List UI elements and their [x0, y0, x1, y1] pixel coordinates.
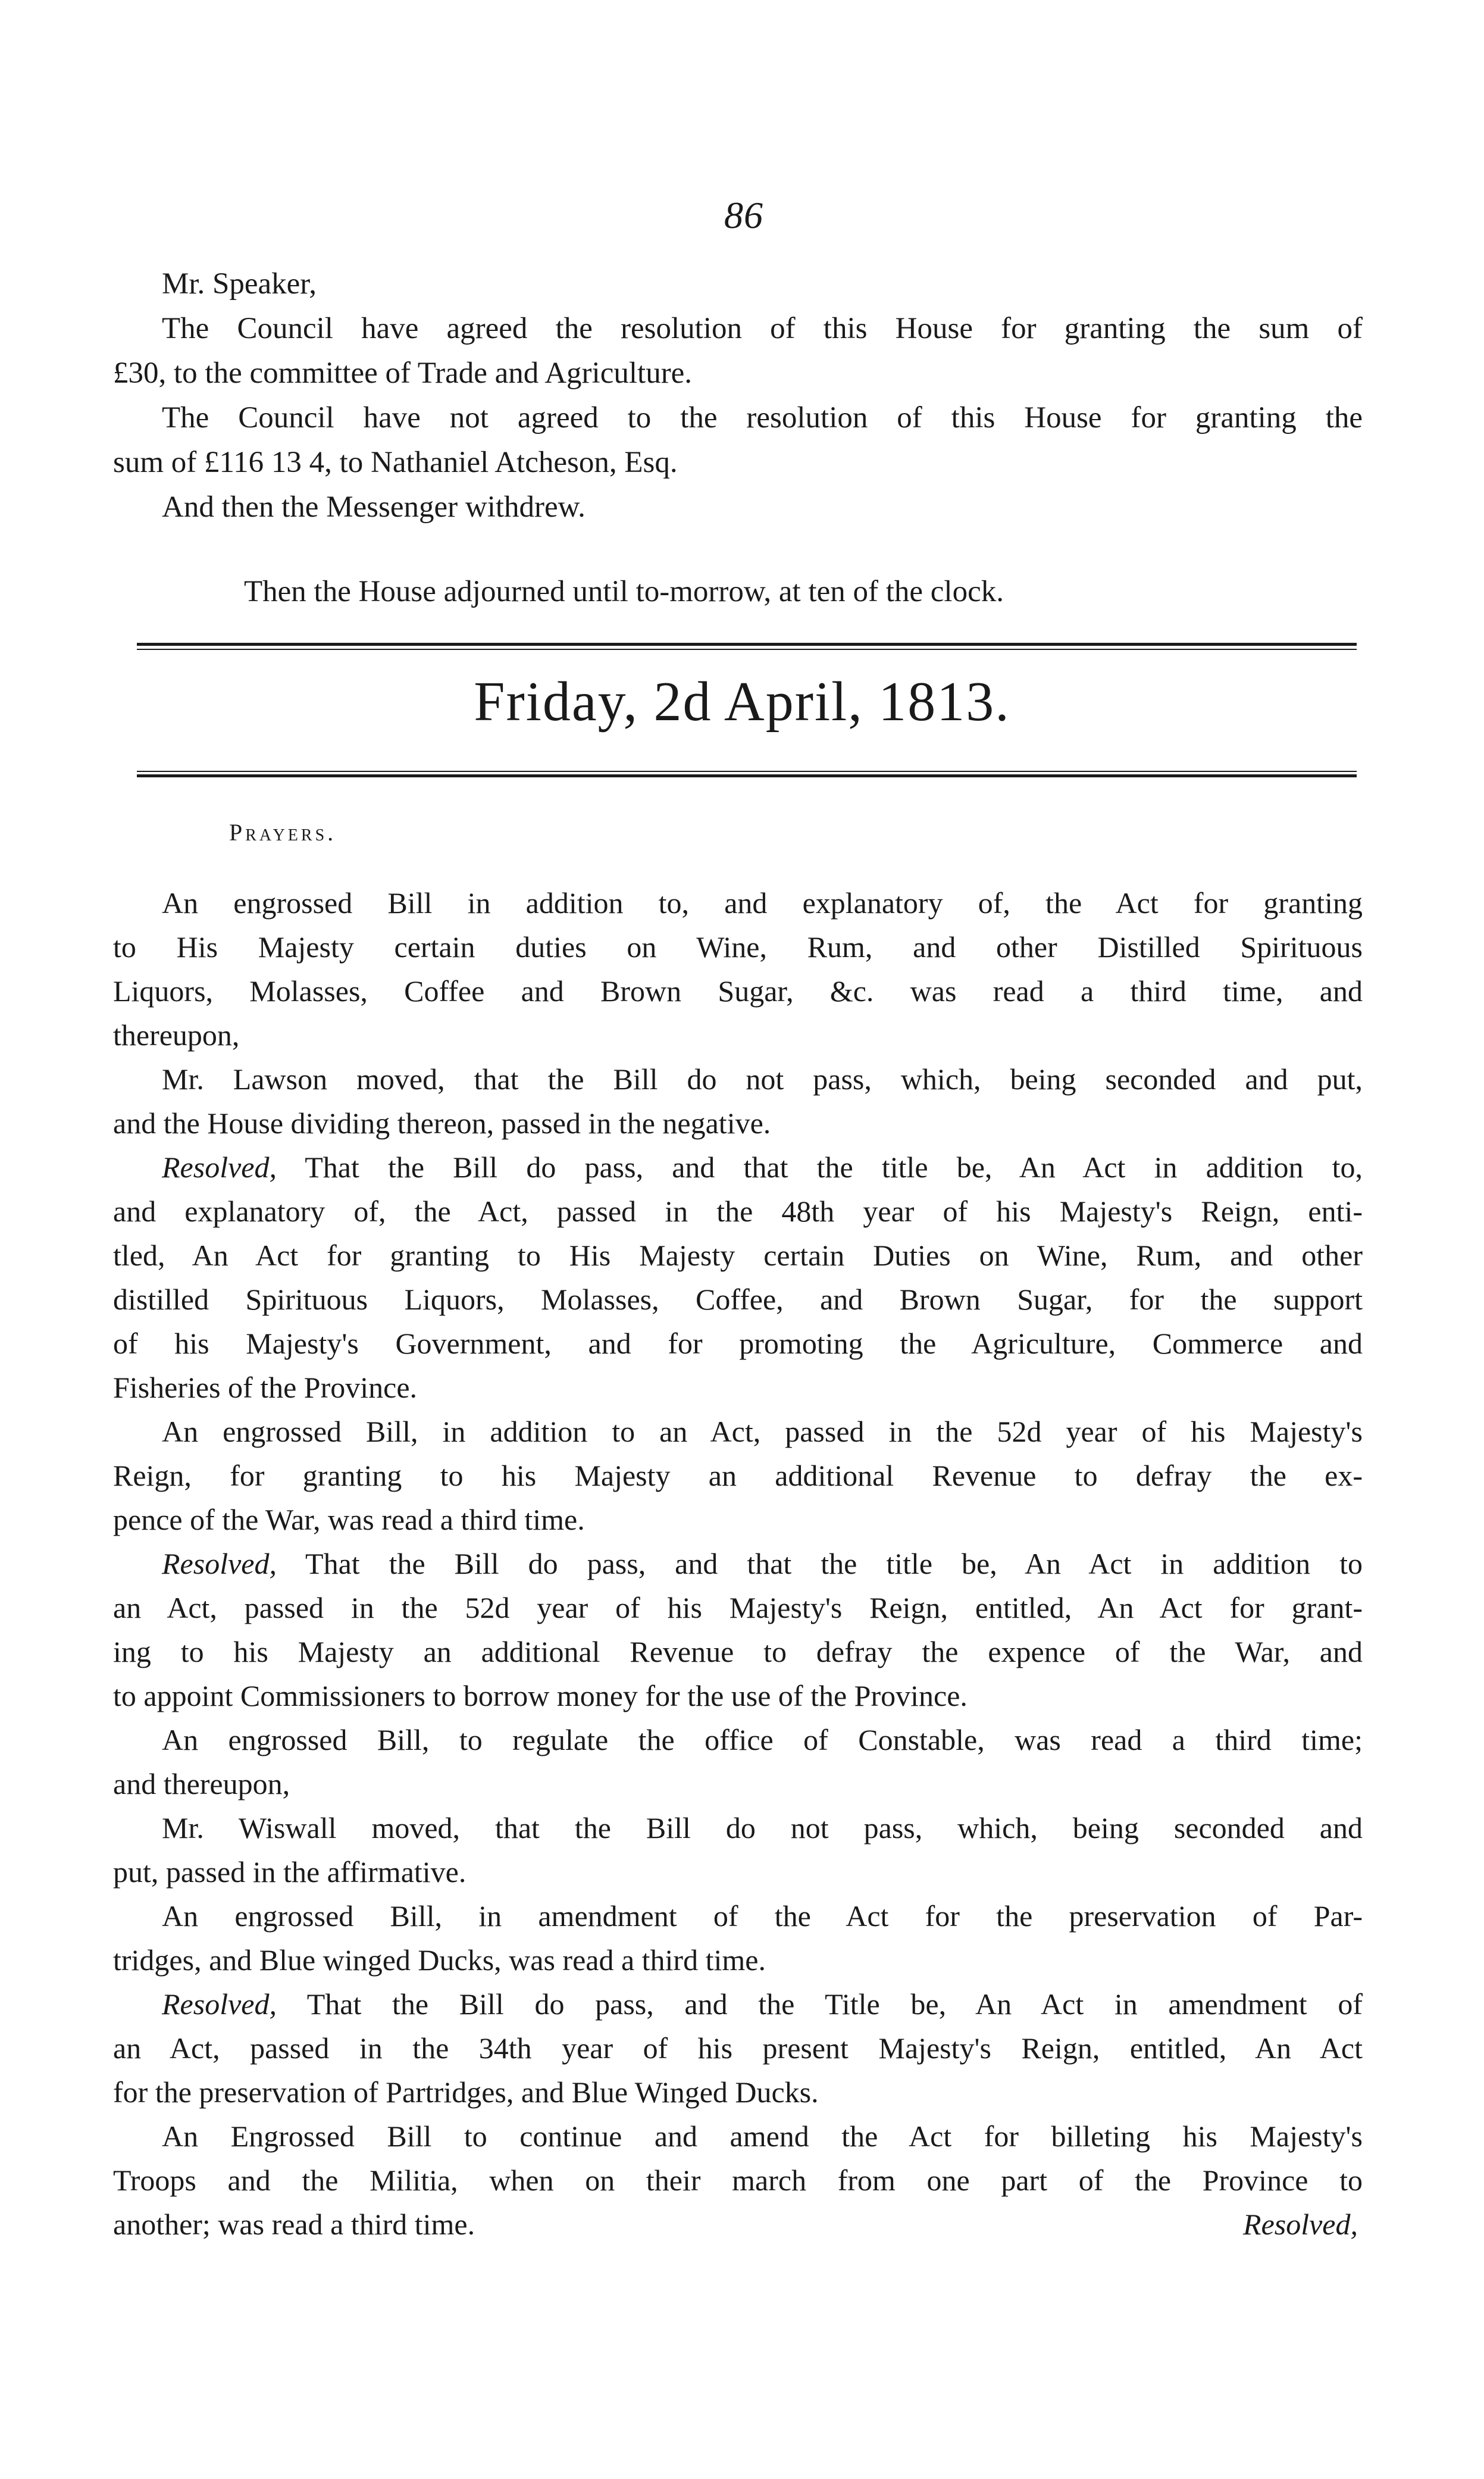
- text-line: Reign, for granting to his Majesty an additional Revenue to defray the ex-: [113, 1459, 1363, 1492]
- message-line: sum of £116 13 4, to Nathaniel Atcheson, Esq.: [113, 446, 678, 479]
- paragraph: [113, 1542, 1363, 1718]
- text-span: That the Bill do pass, and that the title be, An Act in addition to: [305, 1547, 1363, 1580]
- adjournment-line: Then the House adjourned until to-morrow, at ten of the clock.: [244, 575, 1004, 608]
- text-line: of his Majesty's Government, and for promoting the Agriculture, Commerce and: [113, 1327, 1363, 1360]
- text-line: An engrossed Bill, in amendment of the Act for the preservation of Par-: [162, 1899, 1363, 1933]
- message-line: £30, to the committee of Trade and Agriculture.: [113, 357, 693, 390]
- text-line: another; was read a third time.: [113, 2208, 475, 2241]
- paragraph: [113, 1806, 1363, 1894]
- section-rule-top-thin: [137, 649, 1357, 650]
- text-line: [113, 1982, 1363, 2026]
- section-rule-bottom-thin: [137, 771, 1357, 772]
- text-line: An engrossed Bill, in addition to an Act, passed in the 52d year of his Majesty's: [162, 1415, 1363, 1448]
- section-rule-bottom: [137, 774, 1357, 777]
- text-line: and thereupon,: [113, 1767, 290, 1800]
- text-line: and the House dividing thereon, passed in the negative.: [113, 1106, 771, 1140]
- text-line: Troops and the Militia, when on their march from one part of the Province to: [113, 2164, 1363, 2197]
- text-span: That the Bill do pass, and that the title be, An Act in addition to,: [305, 1151, 1363, 1184]
- message-line: The Council have not agreed to the resolution of this House for granting the: [162, 401, 1363, 434]
- text-line: pence of the War, was read a third time.: [113, 1503, 585, 1536]
- text-line: tled, An Act for granting to His Majesty certain Duties on Wine, Rum, and other: [113, 1239, 1363, 1272]
- proceedings-text: [113, 881, 1363, 2246]
- text-line: [113, 1145, 1363, 1189]
- text-span: That the Bill do pass, and the Title be, An Act in amendment of: [306, 1987, 1363, 2021]
- text-line: tridges, and Blue winged Ducks, was read a third time.: [113, 1943, 766, 1977]
- message-line: The Council have agreed the resolution of this House for granting the sum of: [162, 312, 1363, 345]
- catchword: Resolved,: [1243, 2208, 1358, 2241]
- text-line: Fisheries of the Province.: [113, 1371, 418, 1404]
- paragraph: [113, 2114, 1363, 2246]
- text-line: An engrossed Bill in addition to, and explanatory of, the Act for granting: [162, 886, 1363, 920]
- text-line: and explanatory of, the Act, passed in the 48th year of his Majesty's Reign, enti-: [113, 1195, 1363, 1228]
- paragraph: [113, 881, 1363, 1057]
- message-block: [113, 262, 1363, 530]
- paragraph: [113, 1057, 1363, 1145]
- resolved-label: Resolved,: [162, 1547, 277, 1580]
- paragraph: [113, 1894, 1363, 1982]
- paragraph: [113, 1409, 1363, 1542]
- text-line: distilled Spirituous Liquors, Molasses, Coffee, and Brown Sugar, for the support: [113, 1283, 1363, 1316]
- page-number: 86: [724, 194, 763, 236]
- resolved-label: Resolved,: [162, 1151, 277, 1184]
- text-line: An Engrossed Bill to continue and amend the Act for billeting his Majesty's: [162, 2120, 1363, 2153]
- text-line: an Act, passed in the 52d year of his Majesty's Reign, entitled, An Act for grant-: [113, 1591, 1363, 1624]
- text-line: [113, 1542, 1363, 1586]
- text-line: Liquors, Molasses, Coffee and Brown Sugar, &c. was read a third time, and: [113, 974, 1363, 1008]
- date-heading: Friday, 2d April, 1813.: [474, 671, 1010, 733]
- text-line: an Act, passed in the 34th year of his present Majesty's Reign, entitled, An Act: [113, 2031, 1363, 2065]
- text-line: for the preservation of Partridges, and Blue Winged Ducks.: [113, 2075, 819, 2109]
- message-line: And then the Messenger withdrew.: [162, 490, 586, 524]
- paragraph: [113, 1145, 1363, 1409]
- section-rule-top: [137, 643, 1357, 646]
- paragraph: [113, 1982, 1363, 2114]
- text-line: put, passed in the affirmative.: [113, 1855, 467, 1889]
- text-line: thereupon,: [113, 1018, 240, 1052]
- prayers-heading: Prayers.: [229, 819, 337, 846]
- text-line: Mr. Wiswall moved, that the Bill do not pass, which, being seconded and: [162, 1811, 1363, 1845]
- text-line: An engrossed Bill, to regulate the office of Constable, was read a third time;: [162, 1723, 1363, 1756]
- resolved-label: Resolved,: [162, 1987, 277, 2021]
- paragraph: [113, 1718, 1363, 1806]
- text-line: Mr. Lawson moved, that the Bill do not pass, which, being seconded and put,: [162, 1062, 1363, 1096]
- text-line: ing to his Majesty an additional Revenue to defray the expence of the War, and: [113, 1635, 1363, 1668]
- message-line: Mr. Speaker,: [162, 267, 317, 301]
- text-line: to His Majesty certain duties on Wine, Rum, and other Distilled Spirituous: [113, 930, 1363, 964]
- text-line: to appoint Commissioners to borrow money for the use of the Province.: [113, 1679, 968, 1712]
